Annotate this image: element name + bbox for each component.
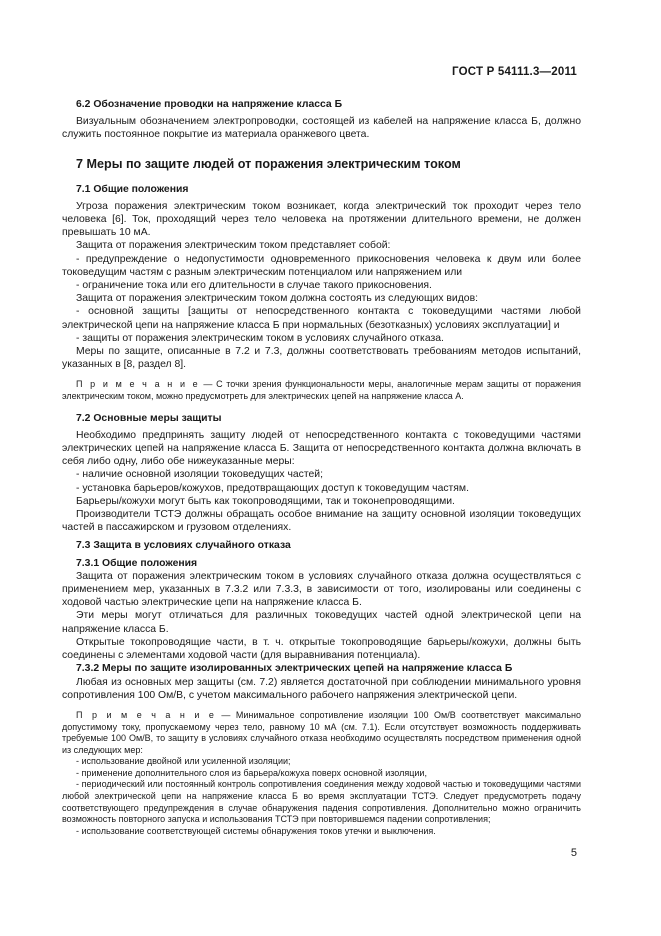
note-label: П р и м е ч а н и е [76, 379, 200, 390]
paragraph: Эти меры могут отличаться для различных токоведущих частей одной электрической цепи на напряжение класса Б. [62, 610, 581, 635]
paragraph: Производители ТСТЭ должны обращать особое внимание на защиту основной изоляции токоведущих частей в пассажирском и грузовом отделениях. [62, 509, 581, 534]
standard-code: ГОСТ Р 54111.3—2011 [452, 66, 577, 78]
note-label: П р и м е ч а н и е [76, 709, 216, 720]
heading-section-7: 7 Меры по защите людей от поражения электрическим током [76, 156, 461, 171]
note [62, 379, 581, 402]
heading-7-1: 7.1 Общие положения [76, 183, 189, 195]
note-text: — Минимальное сопротивление изоляции 100 Ом/В соответствует максимально допустимому току, пропускаемому через тело, равному 10 мА (см. 7.1). Если отсутствует возможность поддерживать требуемые 100 Ом/В, то защиту в условиях случайного отказа необходимо осуществлять посредством применения одной из следующих мер: [62, 709, 581, 755]
note-list-item: - использование соответствующей системы обнаружения токов утечки и выключения. [76, 825, 436, 836]
list-item: - защиты от поражения электрическим током в условиях случайного отказа. [76, 332, 444, 344]
paragraph: Меры по защите, описанные в 7.2 и 7.3, должны соответствовать требованиям методов испытаний, указанных в [8, раздел 8]. [62, 346, 581, 371]
note-text: — С точки зрения функциональности меры, аналогичные мерам защиты от поражения электрическим током, можно предусмотреть для электрических цепей на напряжение класса А. [62, 379, 581, 402]
list-item: - наличие основной изоляции токоведущих частей; [76, 469, 323, 481]
paragraph: Защита от поражения электрическим током в условиях случайного отказа должна осуществляться с применением мер, указанных в 7.3.2 или 7.3.3, в зависимости от того, изолированы или соединены с ходовой частью электрические цепи на напряжение класса Б. [62, 570, 581, 609]
paragraph: Любая из основных мер защиты (см. 7.2) является достаточной при соблюдении минимального уровня сопротивления 100 Ом/В, с учетом максимального рабочего напряжения электрической цепи. [62, 676, 581, 701]
note-list-item: - применение дополнительного слоя из барьера/кожуха поверх основной изоляции, [76, 767, 427, 778]
paragraph: Визуальным обозначением электропроводки, состоящей из кабелей на напряжение класса Б, должно служить постоянное покрытие из материала оранжевого цвета. [62, 116, 581, 141]
heading-7-3-2: 7.3.2 Меры по защите изолированных электрических цепей на напряжение класса Б [76, 663, 513, 675]
paragraph: Барьеры/кожухи могут быть как токопроводящими, так и токонепроводящими. [76, 495, 455, 507]
list-item: - основной защиты [защиты от непосредственного контакта с токоведущими частями любой электрической цепи на напряжение класса Б при нормальных (безотказных) условиях эксплуатации] и [62, 306, 581, 331]
heading-7-3-1: 7.3.1 Общие положения [76, 557, 198, 569]
page-number: 5 [570, 847, 577, 859]
note-list-item: - периодический или постоянный контроль сопротивления соединения между ходовой частью и токоведущими частями любой электрической цепи на напряжение класса Б во время эксплуатации ТСТЭ. Следует предусмотреть подачу соответствующего предупреждения в случае обнаружения падения сопротивления. Дополнительно можно ограничить возможность повторного запуска и использования ТСТЭ при повторившемся падении сопротивления; [62, 779, 581, 825]
heading-7-3: 7.3 Защита в условиях случайного отказа [76, 540, 291, 552]
note [62, 710, 581, 756]
paragraph: Защита от поражения электрическим током должна состоять из следующих видов: [76, 293, 478, 305]
document-body [62, 98, 581, 837]
list-item: - предупреждение о недопустимости одновременного прикосновения человека к двум или более токоведущим частям с разным электрическим потенциалом или напряжением или [62, 253, 581, 278]
paragraph: Необходимо предпринять защиту людей от непосредственного контакта с токоведущими частями электрических цепей на напряжение класса Б. Защита от непосредственного контакта должна включать в себя либо одну, либо обе нижеуказанные меры: [62, 429, 581, 468]
heading-6-2: 6.2 Обозначение проводки на напряжение класса Б [76, 99, 343, 110]
paragraph: Угроза поражения электрическим током возникает, когда электрический ток проходит через тело человека [6]. Ток, проходящий через тело человека на протяжении длительного времени, не должен превышать 10 мА. [62, 200, 581, 239]
list-item: - установка барьеров/кожухов, предотвращающих доступ к токоведущим частям. [76, 482, 469, 494]
paragraph: Открытые токопроводящие части, в т. ч. открытые токопроводящие барьеры/кожухи, должны быть соединены с элементами ходовой части (для выравнивания потенциала). [62, 636, 581, 662]
paragraph: Защита от поражения электрическим током представляет собой: [76, 240, 391, 252]
note-list-item: - использование двойной или усиленной изоляции; [76, 756, 291, 767]
heading-7-2: 7.2 Основные меры защиты [76, 412, 222, 424]
list-item: - ограничение тока или его длительности в случае такого прикосновения. [76, 280, 432, 292]
